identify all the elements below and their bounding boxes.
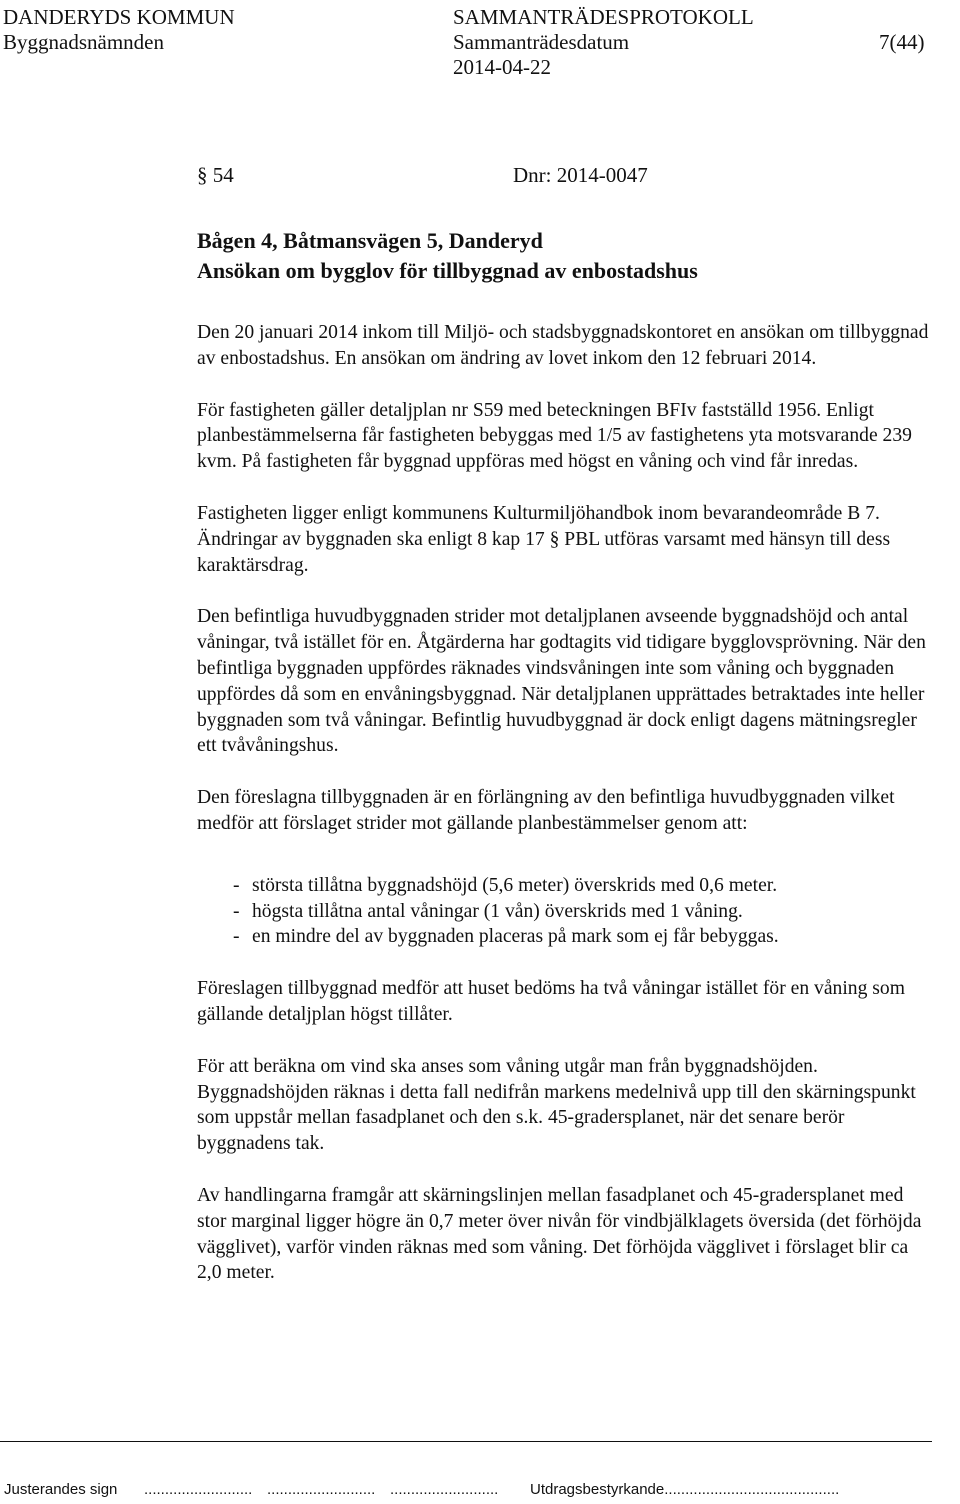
paragraph-application: Den 20 januari 2014 inkom till Miljö- och stadsbyggnadskontoret en ansökan om tillbyggnad av enbostadshus. En ansökan om ändring av lovet inkom den 12 februari 2014. (197, 322, 929, 369)
footer-sign-dots-2: .......................... (267, 1481, 376, 1498)
header-meeting-date: 2014-04-22 (453, 55, 551, 79)
header-org: DANDERYDS KOMMUN (3, 5, 235, 29)
list-dash: - (233, 926, 240, 948)
list-item-text: högsta tillåtna antal våningar (1 vån) överskrids med 1 våning. (252, 900, 743, 922)
footer-sign-dots-3: .......................... (390, 1481, 499, 1498)
footer-divider (0, 1441, 932, 1442)
subject-title: Ansökan om bygglov för tillbyggnad av enbostadshus (197, 258, 698, 283)
header-doc-type: SAMMANTRÄDESPROTOKOLL (453, 5, 754, 29)
case-dnr: Dnr: 2014-0047 (513, 163, 648, 187)
list-item-text: en mindre del av byggnaden placeras på mark som ej får bebyggas. (252, 926, 779, 948)
list-item (197, 924, 932, 950)
list-item (197, 873, 932, 899)
header-page-number: 7(44) (879, 30, 925, 54)
list-dash: - (233, 874, 240, 896)
deviation-list (197, 873, 932, 950)
paragraph-heritage-area: Fastigheten ligger enligt kommunens Kulturmiljöhandbok inom bevarandeområde B 7. Ändringar av byggnaden ska enligt 8 kap 17 § PBL utföras varsamt med hänsyn till dess karaktärsdrag. (197, 502, 891, 576)
case-subject (197, 226, 698, 286)
paragraph-proposal: Den föreslagna tillbyggnaden är en förlängning av den befintliga huvudbyggnaden vilket medför att förslaget strider mot gällande planbestämmelser genom att: (197, 787, 895, 834)
header-committee: Byggnadsnämnden (3, 30, 164, 54)
footer-sign-dots-1: .......................... (144, 1481, 253, 1498)
paragraph-existing-building: Den befintliga huvudbyggnaden strider mot detaljplanen avseende byggnadshöjd och antal våningar, två istället för en. Åtgärderna har godtagits vid tidigare bygglovsprövning. När den befintliga byggnaden uppfördes räknades vindsvåningen inte som våning och byggnaden uppfördes då som en envåningsbyggnad. När detaljplanen upprättades betraktades inte heller byggnaden som två våningar. Befintlig huvudbyggnad är dock enligt dagens mätningsregler ett tvåvåningshus. (197, 606, 926, 757)
paragraph-assessment: Föreslagen tillbyggnad medför att huset bedöms ha två våningar istället för en våning som gällande detaljplan högst tillåter. (197, 978, 905, 1025)
footer-sign-label: Justerandes sign (4, 1481, 118, 1498)
paragraph-attic-rule: För att beräkna om vind ska anses som våning utgår man från byggnadshöjden. Byggnadshöjden räknas i detta fall nedifrån markens medelnivå upp till den skärningspunkt som uppstår mellan fasadplanet och den s.k. 45-gradersplanet, när det senare berör byggnadens tak. (197, 1055, 916, 1155)
paragraph-conclusion: Av handlingarna framgår att skärningslinjen mellan fasadplanet och 45-gradersplanet med stor marginal ligger högre än 0,7 meter över nivån för vindbjälklagets översida (det förhöjda vägglivet), varför vinden räknas med som våning. Det förhöjda vägglivet i förslaget blir ca 2,0 meter. (197, 1184, 922, 1284)
footer-extract-label: Utdragsbestyrkande.......................................... (530, 1481, 840, 1498)
paragraph-detailed-plan: För fastigheten gäller detaljplan nr S59 med beteckningen BFIv fastställd 1956. Enligt planbestämmelserna får fastigheten bebyggas med 1/5 av fastighetens yta motsvarande 239 kvm. På fastigheten får byggnad uppföras med högst en våning och vind får inredas. (197, 399, 912, 473)
list-item (197, 899, 932, 925)
header-date-label: Sammanträdesdatum (453, 30, 630, 54)
list-dash: - (233, 900, 240, 922)
subject-property: Bågen 4, Båtmansvägen 5, Danderyd (197, 228, 543, 253)
section-number: § 54 (197, 163, 234, 187)
protocol-body (197, 320, 932, 1312)
list-item-text: största tillåtna byggnadshöjd (5,6 meter) överskrids med 0,6 meter. (252, 874, 778, 896)
